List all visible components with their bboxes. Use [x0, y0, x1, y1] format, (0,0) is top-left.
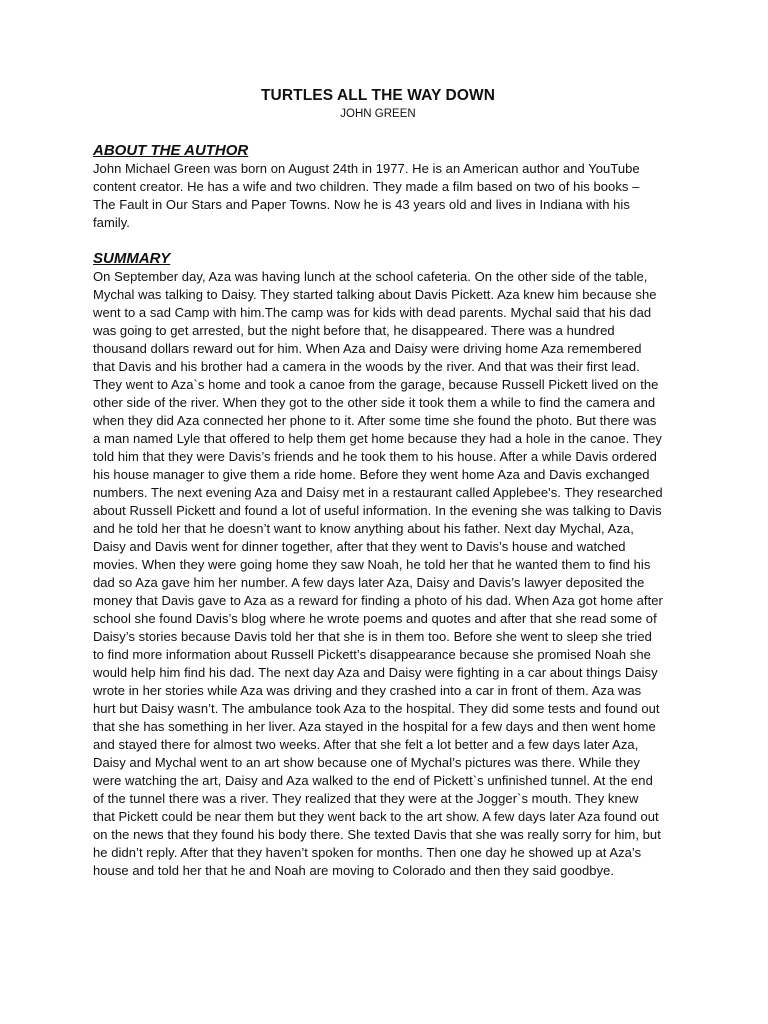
document-page — [93, 86, 663, 880]
about-the-author-paragraph: John Michael Green was born on August 24th in 1977. He is an American author and YouTube content creator. He has a wife and two children. They made a film based on two of his books – The Fault in Our Stars and Paper Towns. Now he is 43 years old and lives in Indiana with his family. — [93, 161, 640, 230]
section-heading-summary: SUMMARY — [93, 250, 171, 267]
document-title: TURTLES ALL THE WAY DOWN — [260, 87, 496, 104]
section-heading-about-the-author: ABOUT THE AUTHOR — [93, 142, 249, 159]
document-author: JOHN GREEN — [340, 108, 416, 120]
summary-paragraph: On September day, Aza was having lunch at the school cafeteria. On the other side of the table, Mychal was talking to Daisy. They started talking about Davis Pickett. Aza knew him because she went to a sad Camp with him.The camp was for kids with dead parents. Mychal said that his dad was going to get arrested, but the night before that, he disappeared. There was a hundred thousand dollars reward out for him. When Aza and Daisy were driving home Aza remembered that Davis and his brother had a camera in the woods by the river. And that was their first lead. They went to Aza`s home and took a canoe from the garage, because Russell Pickett lived on the other side of the river. When they got to the other side it took them a while to find the camera and when they did Aza connected her phone to it. After some time she found the photo. But there was a man named Lyle that offered to help them get home because they had a hole in the canoe. They told him that they were Davis’s friends and he took them to his house. After a while Davis ordered his house manager to give them a ride home. Before they went home Aza and Davis exchanged numbers. The next evening Aza and Daisy met in a restaurant called Applebee's. They researched about Russell Pickett and found a lot of useful information. In the evening she was talking to Davis and he told her that he doesn’t want to know anything about his father. Next day Mychal, Aza, Daisy and Davis went for dinner together, after that they went to Davis’s house and watched movies. When they were going home they saw Noah, he told her that he wanted them to find his dad so Aza gave him her number. A few days later Aza, Daisy and Davis’s lawyer deposited the money that Davis gave to Aza as a reward for finding a photo of his dad. When Aza got home after school she found Davis’s blog where he wrote poems and quotes and after that she read some of Daisy’s stories because Davis told her that she is in them too. Before she went to sleep she tried to find more information about Russell Pickett’s disappearance because she promised Noah she would help him find his dad. The next day Aza and Daisy were fighting in a car about things Daisy wrote in her stories while Aza was driving and they crashed into a car in front of them. Aza was hurt but Daisy wasn’t. The ambulance took Aza to the hospital. They did some tests and found out that she has something in her liver. Aza stayed in the hospital for a few days and then went home and stayed there for almost two weeks. After that she felt a lot better and a few days later Aza, Daisy and Mychal went to an art show because one of Mychal’s pictures was there. While they were watching the art, Daisy and Aza walked to the end of Pickett`s unfinished tunnel. At the end of the tunnel there was a river. They realized that they were at the Jogger`s mouth. They knew that Pickett could be near them but they went back to the art show. A few days later Aza found out on the news that they found his body there. She texted Davis that she was really sorry for him, but he didn’t reply. After that they haven’t spoken for months. Then one day he showed up at Aza’s house and told her that he and Noah are moving to Colorado and then they said goodbye. — [93, 269, 663, 878]
